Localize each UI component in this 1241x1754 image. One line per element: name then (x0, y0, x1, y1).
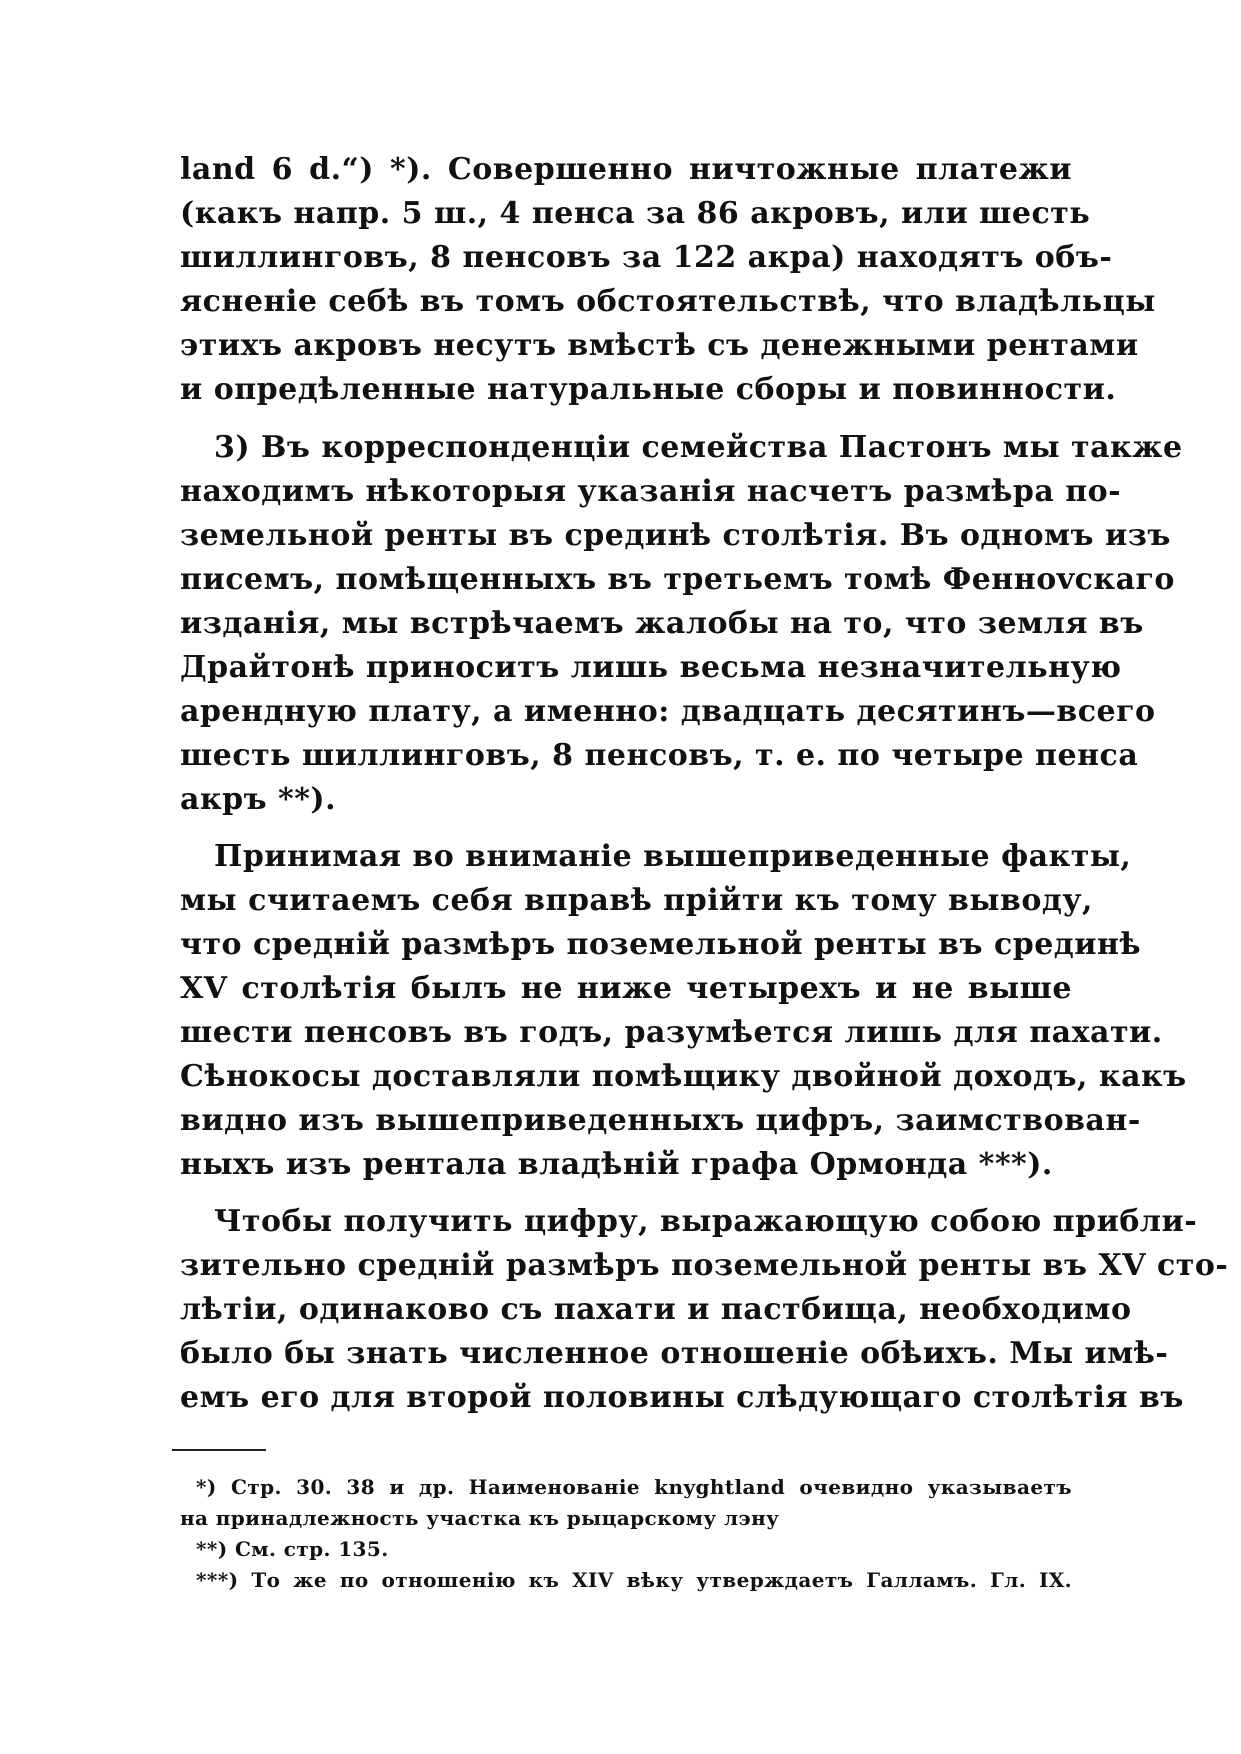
text-line: находимъ нѣкоторыя указанія насчетъ размѣра по- (180, 474, 1122, 509)
paragraph-4 (180, 1200, 1229, 1420)
paragraph-3 (180, 835, 1187, 1187)
text-line: емъ его для второй половины слѣдующаго столѣтія въ (180, 1380, 1184, 1415)
text-line: land 6 d.“) *). Совершенно ничтожные платежи (180, 152, 1072, 187)
text-line: арендную плату, а именно: двадцать десятинъ—всего (180, 694, 1156, 729)
text-line: мы считаемъ себя вправѣ прійти къ тому выводу, (180, 883, 1093, 918)
text-line: земельной ренты въ срединѣ столѣтія. Въ одномъ изъ (180, 518, 1171, 553)
text-line: (какъ напр. 5 ш., 4 пенса за 86 акровъ, или шесть (180, 196, 1091, 231)
text-line: ныхъ изъ рентала владѣній графа Ормонда ***). (180, 1147, 1053, 1182)
text-line: шиллинговъ, 8 пенсовъ за 122 акра) находятъ объ- (180, 240, 1113, 275)
footnote-line: *) Стр. 30. 38 и др. Наименованіе knyghtland очевидно указываетъ (196, 1475, 1072, 1499)
text-line: лѣтіи, одинаково съ пахати и пастбища, необходимо (180, 1292, 1132, 1327)
text-line: писемъ, помѣщенныхъ въ третьемъ томѣ Феннovскаго (180, 562, 1175, 597)
footnote-line: на принадлежность участка къ рыцарскому лэну (180, 1506, 780, 1530)
text-line: было бы знать численное отношеніе обѣихъ. Мы имѣ- (180, 1336, 1169, 1371)
footnote-divider (172, 1449, 266, 1451)
text-line: изданія, мы встрѣчаемъ жалобы на то, что земля въ (180, 606, 1144, 641)
text-line: XV столѣтія былъ не ниже четырехъ и не выше (180, 971, 1072, 1006)
paragraph-1 (180, 148, 1156, 412)
text-line: Сѣнокосы доставляли помѣщику двойной доходъ, какъ (180, 1059, 1187, 1094)
text-line: 3) Въ корреспонденціи семейства Пастонъ мы также (214, 430, 1183, 465)
text-line: Принимая во вниманіе вышеприведенные факты, (214, 839, 1132, 874)
paragraph-2 (180, 426, 1183, 822)
footnotes (180, 1472, 1072, 1596)
text-line: этихъ акровъ несутъ вмѣстѣ съ денежными рентами (180, 328, 1139, 363)
footnote-line: **) См. стр. 135. (196, 1537, 389, 1561)
footnote-line: ***) То же по отношенію къ XIV вѣку утверждаетъ Галламъ. Гл. IX. (196, 1568, 1072, 1592)
text-line: шести пенсовъ въ годъ, разумѣется лишь для пахати. (180, 1015, 1163, 1050)
text-line: ясненіе себѣ въ томъ обстоятельствѣ, что владѣльцы (180, 284, 1156, 319)
text-line: Драйтонѣ приноситъ лишь весьма незначительную (180, 650, 1122, 685)
text-line: зительно средній размѣръ поземельной ренты въ XV сто- (180, 1248, 1229, 1283)
text-line: акръ **). (180, 782, 337, 817)
text-line: видно изъ вышеприведенныхъ цифръ, заимствован- (180, 1103, 1141, 1138)
text-line: Чтобы получить цифру, выражающую собою прибли- (214, 1204, 1198, 1239)
text-line: и опредѣленные натуральные сборы и повинности. (180, 372, 1117, 407)
text-line: шесть шиллинговъ, 8 пенсовъ, т. е. по четыре пенса (180, 738, 1139, 773)
text-line: что средній размѣръ поземельной ренты въ срединѣ (180, 927, 1142, 962)
